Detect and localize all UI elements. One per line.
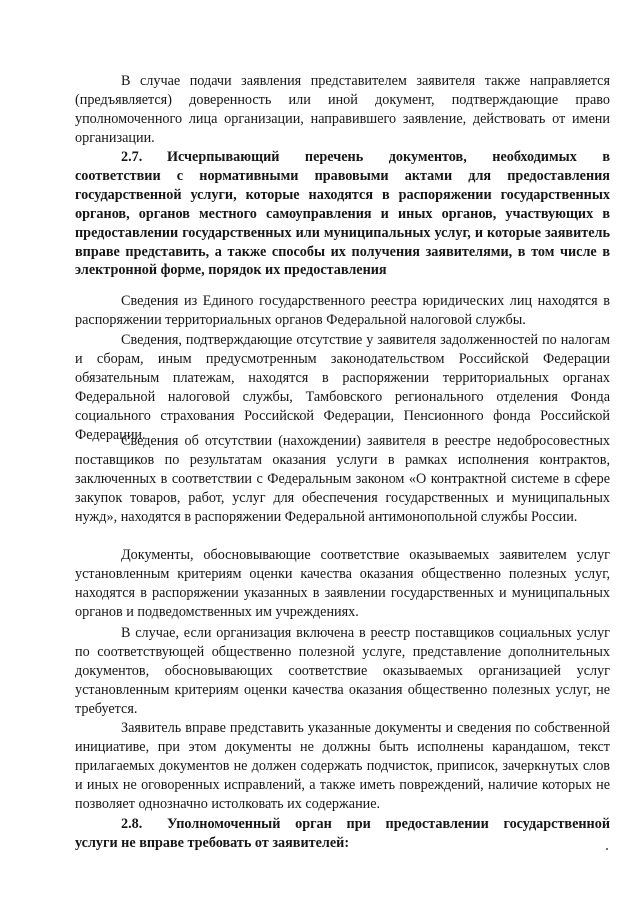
section-2-7-number: 2.7. [121,149,143,165]
paragraph-unfair-suppliers: Сведения об отсутствии (нахождении) заявителя в реестре недобросовестных поставщиков по результатам оказания услуги в рамках исполнения контрактов, заключенных в соответствии с Федеральным законом «О контрактной системе в сфере закупок товаров, работ, услуг для обеспечения государственных и муниципальных нужд», находятся в распоряжении Федеральной антимонопольной службы России. [75,433,610,525]
scan-speck [606,848,608,850]
paragraph-social-registry: В случае, если организация включена в реестр поставщиков социальных услуг по соответствующей общественно полезной услуге, представление дополнительных документов, обосновывающих соответствие оказываемых организацией услуг установленным критериям оценки качества оказания общественно полезных услуг, не требуется. [75,625,610,717]
paragraph-own-initiative: Заявитель вправе представить указанные документы и сведения по собственной инициативе, при этом документы не должны быть исполнены карандашом, текст прилагаемых документов не должен содержать подчисток, приписок, зачеркнутых слов и иных не оговоренных исправлений, а также иметь повреждений, наличие которых не позволяет однозначно истолковать их содержание. [75,720,610,812]
section-2-7-heading [75,148,610,280]
section-2-8-heading [75,815,610,853]
section-2-7-title: Исчерпывающий перечень документов, необходимых в соответствии с нормативными правовыми актами для предоставления государственной услуги, которые находятся в распоряжении государственных органов, органов местного самоуправления и иных органов, участвующих в предоставлении государственных или муниципальных услуг, и которые заявитель вправе представить, а также способы их получения заявителями, в том числе в электронной форме, порядок их предоставления [75,149,610,279]
paragraph-egrul-info: Сведения из Единого государственного реестра юридических лиц находятся в распоряжении территориальных органов Федеральной налоговой службы. [75,293,610,328]
paragraph-tax-debts: Сведения, подтверждающие отсутствие у заявителя задолженностей по налогам и сборам, иным предусмотренным законодательством Российской Федерации обязательным платежам, находятся в распоряжении территориальных органах Федеральной налоговой службы, Тамбовского регионального отделения Фонда социального страхования Российской Федерации, Пенсионного фонда Российской Федерации. [75,332,610,443]
section-2-8-number: 2.8. [121,816,143,832]
paragraph-representative-docs: В случае подачи заявления представителем заявителя также направляется (предъявляется) доверенность или иной документ, подтверждающие право уполномоченного лица организации, направившего заявление, действовать от имени организации. [75,73,610,146]
paragraph-quality-criteria: Документы, обосновывающие соответствие оказываемых заявителем услуг установленным критериям оценки качества оказания общественно полезных услуг, находятся в распоряжении указанных в заявлении государственных и муниципальных органов и подведомственных им учреждениях. [75,547,610,620]
section-2-8-title: Уполномоченный орган при предоставлении государственной услуги не вправе требовать от заявителей: [75,816,610,851]
